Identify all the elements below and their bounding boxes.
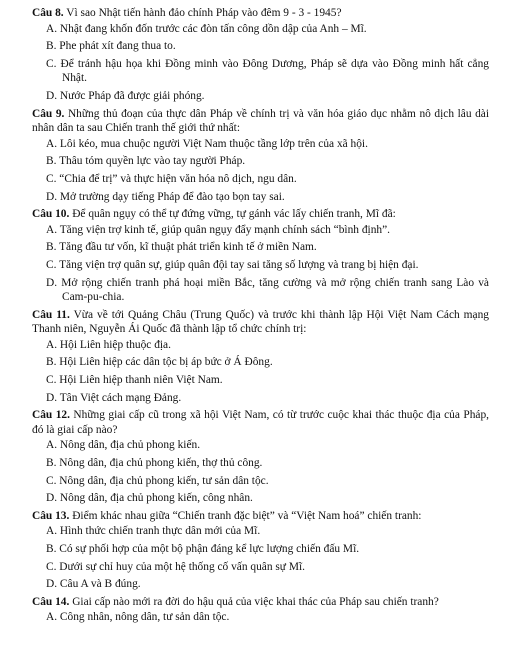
question-text: Giai cấp nào mới ra đời do hậu quả của việc khai thác của Pháp sau chiến tranh?	[69, 595, 439, 608]
answer-options	[32, 338, 489, 405]
answer-option: C. Tăng viện trợ quân sự, giúp quân đội tay sai tăng số lượng và trang bị hiện đại.	[46, 258, 419, 271]
question-stem	[32, 107, 489, 136]
question-stem	[32, 408, 489, 437]
question-stem	[32, 595, 489, 610]
question-number: Câu 10.	[32, 208, 70, 221]
question-stem	[32, 308, 489, 337]
question-block	[32, 6, 489, 104]
answer-option: A. Hội Liên hiệp thuộc địa.	[46, 338, 171, 351]
answer-option: D. Nước Pháp đã được giải phóng.	[46, 89, 205, 102]
answer-option: A. Hình thức chiến tranh thực dân mới của Mĩ.	[46, 525, 261, 538]
answer-option: D. Mở trường dạy tiếng Pháp để đào tạo bọn tay sai.	[46, 190, 285, 203]
answer-option: B. Tăng đầu tư vốn, kĩ thuật phát triển kinh tế ở miền Nam.	[46, 241, 317, 254]
question-text: Điểm khác nhau giữa “Chiến tranh đặc biệt” và “Việt Nam hoá” chiến tranh:	[69, 509, 422, 522]
question-block	[32, 408, 489, 506]
answer-options	[32, 610, 489, 625]
question-block	[32, 207, 489, 305]
answer-option: D. Câu A và B đúng.	[46, 578, 141, 591]
question-number: Câu 13.	[32, 509, 70, 522]
question-text: Vì sao Nhật tiến hành đảo chính Pháp vào đêm 9 - 3 - 1945?	[63, 7, 342, 19]
answer-options	[32, 524, 489, 591]
question-stem	[32, 207, 489, 222]
answer-option: B. Thâu tóm quyền lực vào tay người Pháp.	[46, 155, 246, 168]
answer-option: D. Mở rộng chiến tranh phá hoại miền Bắc, tăng cường và mở rộng chiến tranh sang Lào và Cam-pu-chia.	[46, 276, 489, 304]
question-number: Câu 8.	[32, 7, 64, 19]
question-block	[32, 595, 489, 625]
answer-option: B. Nông dân, địa chủ phong kiến, thợ thủ công.	[46, 457, 263, 470]
answer-options	[32, 438, 489, 505]
answer-option: A. Tăng viện trợ kinh tế, giúp quân ngụy đẩy mạnh chính sách “bình định”.	[46, 223, 390, 236]
answer-option: B. Có sự phối hợp của một bộ phận đáng kể lực lượng chiến đấu Mĩ.	[46, 543, 360, 555]
answer-option: B. Phe phát xít đang thua to.	[46, 40, 176, 53]
answer-option: A. Nhật đang khốn đốn trước các đòn tấn công dồn dập của Anh – Mĩ.	[46, 22, 367, 35]
question-block	[32, 308, 489, 406]
answer-options	[32, 223, 489, 305]
question-number: Câu 14.	[32, 595, 70, 608]
answer-option: D. Tân Việt cách mạng Đảng.	[46, 391, 182, 404]
answer-option: C. Nông dân, địa chủ phong kiến, tư sản dân tộc.	[46, 474, 269, 487]
question-number: Câu 9.	[32, 107, 65, 120]
question-block	[32, 107, 489, 205]
answer-option: A. Lôi kéo, mua chuộc người Việt Nam thuộc tầng lớp trên của xã hội.	[46, 137, 368, 150]
question-stem	[32, 6, 489, 21]
answer-options	[32, 137, 489, 204]
question-number: Câu 11.	[32, 308, 70, 321]
answer-option: C. “Chia để trị” và thực hiện văn hóa nô dịch, ngu dân.	[46, 172, 297, 185]
question-text: Những giai cấp cũ trong xã hội Việt Nam, có từ trước cuộc khai thác thuộc địa của Pháp, đó là giai cấp nào?	[32, 409, 489, 436]
answer-option: A. Nông dân, địa chủ phong kiến.	[46, 439, 201, 452]
answer-option: C. Để tránh hậu họa khi Đồng minh vào Đông Dương, Pháp sẽ dựa vào Đồng minh hất cẳng Nhật.	[46, 57, 489, 85]
question-number: Câu 12.	[32, 409, 70, 422]
question-block	[32, 509, 489, 592]
answer-option: D. Nông dân, địa chủ phong kiến, công nhân.	[46, 492, 253, 505]
answer-options	[32, 22, 489, 104]
question-text: Những thủ đoạn của thực dân Pháp về chính trị và văn hóa giáo dục nhằm nô dịch lâu dài nhân dân ta sau Chiến tranh thế giới thứ nhất:	[32, 107, 489, 135]
question-text: Để quân ngụy có thể tự đứng vững, tự gánh vác lấy chiến tranh, Mĩ đã:	[69, 208, 396, 221]
answer-option: C. Hội Liên hiệp thanh niên Việt Nam.	[46, 374, 223, 387]
question-stem	[32, 509, 489, 524]
answer-option: C. Dưới sự chỉ huy của một hệ thống cố vấn quân sự Mĩ.	[46, 560, 305, 573]
answer-option: B. Hội Liên hiệp các dân tộc bị áp bức ở Á Đông.	[46, 356, 273, 369]
answer-option: A. Công nhân, nông dân, tư sản dân tộc.	[46, 611, 230, 624]
question-text: Vừa về tới Quảng Châu (Trung Quốc) và trước khi thành lập Hội Việt Nam Cách mạng Thanh niên, Nguyễn Ái Quốc đã thành lập tổ chức chính trị:	[32, 308, 489, 336]
